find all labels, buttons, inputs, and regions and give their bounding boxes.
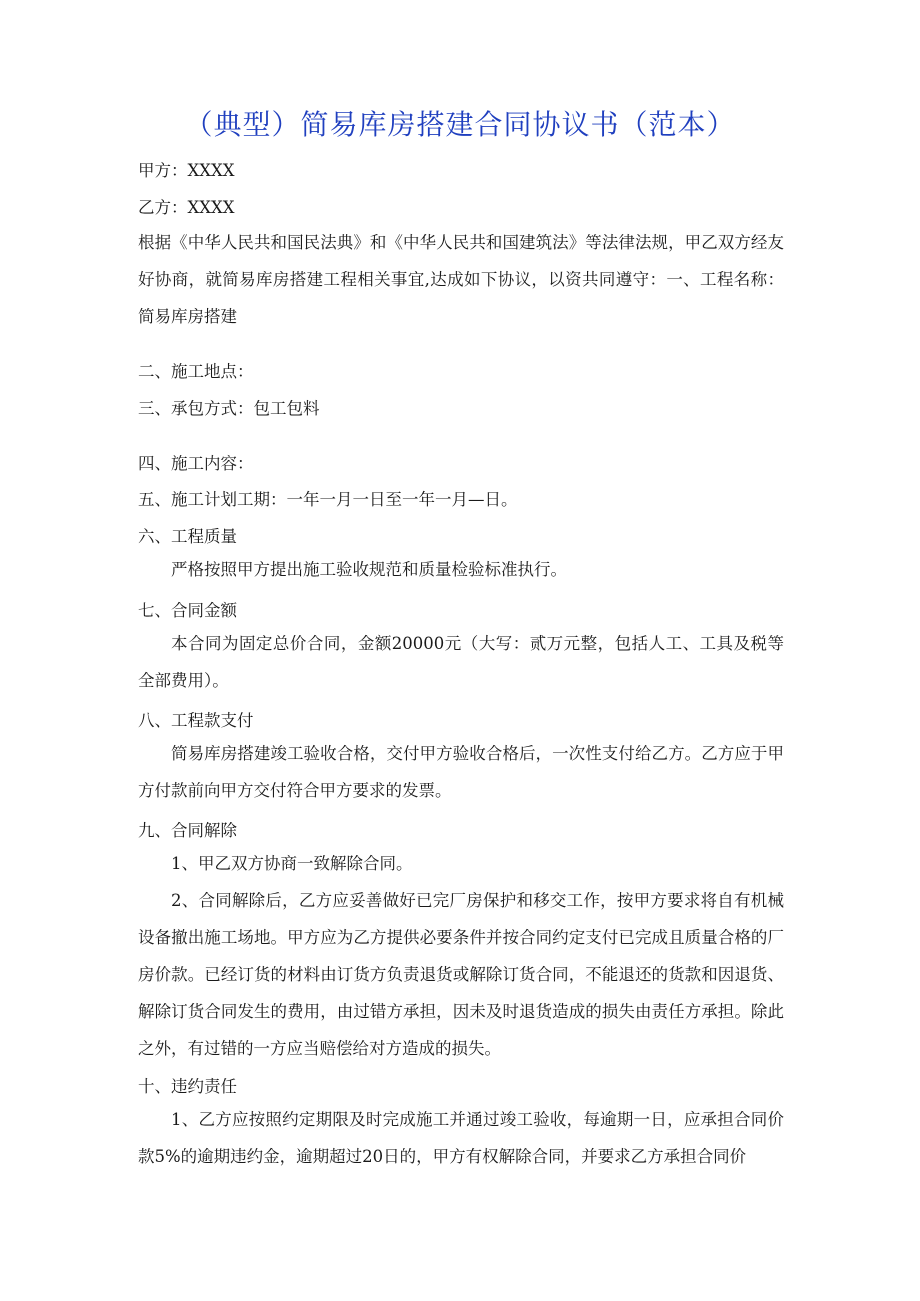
section-2-heading: 二、施工地点： xyxy=(138,362,254,381)
section-7-heading: 七、合同金额 xyxy=(138,601,237,620)
section-6-heading: 六、工程质量 xyxy=(138,527,237,546)
section-4-heading: 四、施工内容： xyxy=(138,454,254,473)
section-8-body: 简易库房搭建竣工验收合格，交付甲方验收合格后，一次性支付给乙方。乙方应于甲方付款前向甲方交付符合甲方要求的发票。 xyxy=(138,744,784,800)
section-6-body: 严格按照甲方提出施工验收规范和质量检验标准执行。 xyxy=(171,560,567,579)
section-10-heading: 十、违约责任 xyxy=(138,1077,237,1096)
document-title: （典型）简易库房搭建合同协议书（范本） xyxy=(184,108,736,141)
section-9-item-2: 2、合同解除后，乙方应妥善做好已完厂房保护和移交工作，按甲方要求将自有机械设备撤出施工场地。甲方应为乙方提供必要条件并按合同约定支付已完成且质量合格的厂房价款。已经订货的材料由订货方负责退货或解除订货合同，不能退还的货款和因退货、解除订货合同发生的费用，由过错方承担，因未及时退货造成的损失由责任方承担。除此之外，有过错的一方应当赔偿给对方造成的损失。 xyxy=(138,891,784,1058)
section-9-item-1: 1、甲乙双方协商一致解除合同。 xyxy=(171,854,413,873)
section-9-heading: 九、合同解除 xyxy=(138,821,237,840)
section-10-item-1: 1、乙方应按照约定期限及时完成施工并通过竣工验收，每逾期一日，应承担合同价款5%的逾期违约金，逾期超过20日的，甲方有权解除合同，并要求乙方承担合同价 xyxy=(138,1110,784,1166)
section-7-body: 本合同为固定总价合同，金额20000元（大写：贰万元整，包括人工、工具及税等全部费用）。 xyxy=(138,634,784,690)
party-b: 乙方：XXXX xyxy=(138,198,235,217)
section-5-heading: 五、施工计划工期：一年一月一日至一年一月—日。 xyxy=(138,490,518,509)
section-3-heading: 三、承包方式：包工包料 xyxy=(138,399,320,418)
intro-paragraph: 根据《中华人民共和国民法典》和《中华人民共和国建筑法》等法律法规，甲乙双方经友好协商，就简易库房搭建工程相关事宜,达成如下协议，以资共同遵守：一、工程名称：简易库房搭建 xyxy=(138,233,784,326)
section-8-heading: 八、工程款支付 xyxy=(138,711,254,730)
party-a: 甲方：XXXX xyxy=(138,161,235,180)
